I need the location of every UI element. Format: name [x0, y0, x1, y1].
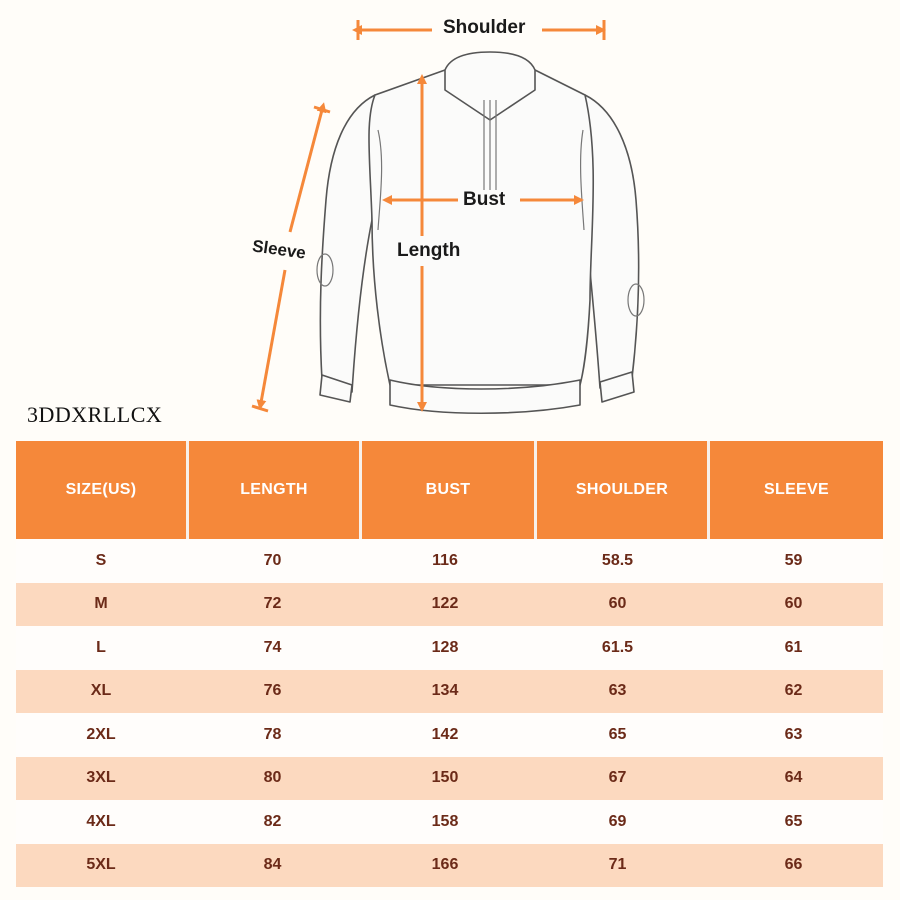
table-cell: 128: [431, 638, 459, 656]
table-cell: 4XL: [86, 812, 116, 830]
table-cell: 142: [431, 725, 459, 743]
table-cell: 63: [784, 725, 803, 743]
table-cell: 116: [432, 551, 458, 569]
table-header: [16, 441, 883, 539]
table-row: [16, 626, 883, 670]
table-cell: 59: [784, 551, 803, 569]
table-cell: 80: [263, 769, 282, 787]
table-cell: 65: [608, 725, 627, 743]
size-chart-table: [16, 441, 883, 887]
table-row: [16, 539, 883, 583]
table-cell: 3XL: [86, 769, 116, 787]
table-cell: 64: [784, 769, 803, 787]
table-cell: 65: [784, 812, 803, 830]
header-bust: BUST: [362, 441, 534, 539]
table-body: [16, 539, 883, 887]
bust-label: Bust: [463, 189, 506, 210]
table-cell: 67: [608, 769, 627, 787]
table-cell: 62: [784, 682, 803, 700]
shoulder-label: Shoulder: [443, 17, 526, 38]
table-cell: 74: [263, 638, 282, 656]
table-cell: 66: [784, 856, 803, 874]
table-cell: 134: [431, 682, 459, 700]
table-cell: S: [95, 551, 107, 569]
header-length: LENGTH: [189, 441, 359, 539]
table-cell: 71: [608, 856, 627, 874]
table-cell: 72: [263, 595, 282, 613]
table-cell: 158: [431, 812, 459, 830]
header-size: SIZE(US): [16, 441, 186, 539]
table-cell: 76: [263, 682, 282, 700]
sweater-illustration: [0, 0, 900, 430]
table-row: [16, 583, 883, 627]
product-code: 3DDXRLLCX: [27, 402, 163, 427]
table-cell: 60: [784, 595, 803, 613]
table-cell: 122: [431, 595, 459, 613]
table-cell: 5XL: [86, 856, 116, 874]
sleeve-label: Sleeve: [251, 236, 308, 263]
table-cell: 58.5: [601, 551, 634, 569]
table-row: [16, 670, 883, 714]
table-cell: 82: [263, 812, 282, 830]
table-cell: 2XL: [86, 725, 116, 743]
table-cell: 78: [263, 725, 282, 743]
table-cell: 150: [431, 769, 459, 787]
table-cell: 60: [608, 595, 627, 613]
table-cell: 61.5: [601, 638, 634, 656]
table-row: [16, 713, 883, 757]
header-sleeve: SLEEVE: [710, 441, 883, 539]
table-cell: 166: [431, 856, 459, 874]
table-cell: 61: [784, 638, 803, 656]
table-cell: 69: [608, 812, 627, 830]
header-shoulder: SHOULDER: [537, 441, 707, 539]
table-cell: 70: [263, 551, 282, 569]
table-cell: 84: [263, 856, 282, 874]
table-cell: XL: [90, 682, 112, 700]
table-row: [16, 757, 883, 801]
table-cell: L: [96, 638, 106, 656]
garment-diagram: [0, 0, 900, 430]
length-label: Length: [397, 240, 461, 261]
table-cell: 63: [608, 682, 627, 700]
table-row: [16, 844, 883, 888]
table-cell: M: [94, 595, 108, 613]
table-row: [16, 800, 883, 844]
